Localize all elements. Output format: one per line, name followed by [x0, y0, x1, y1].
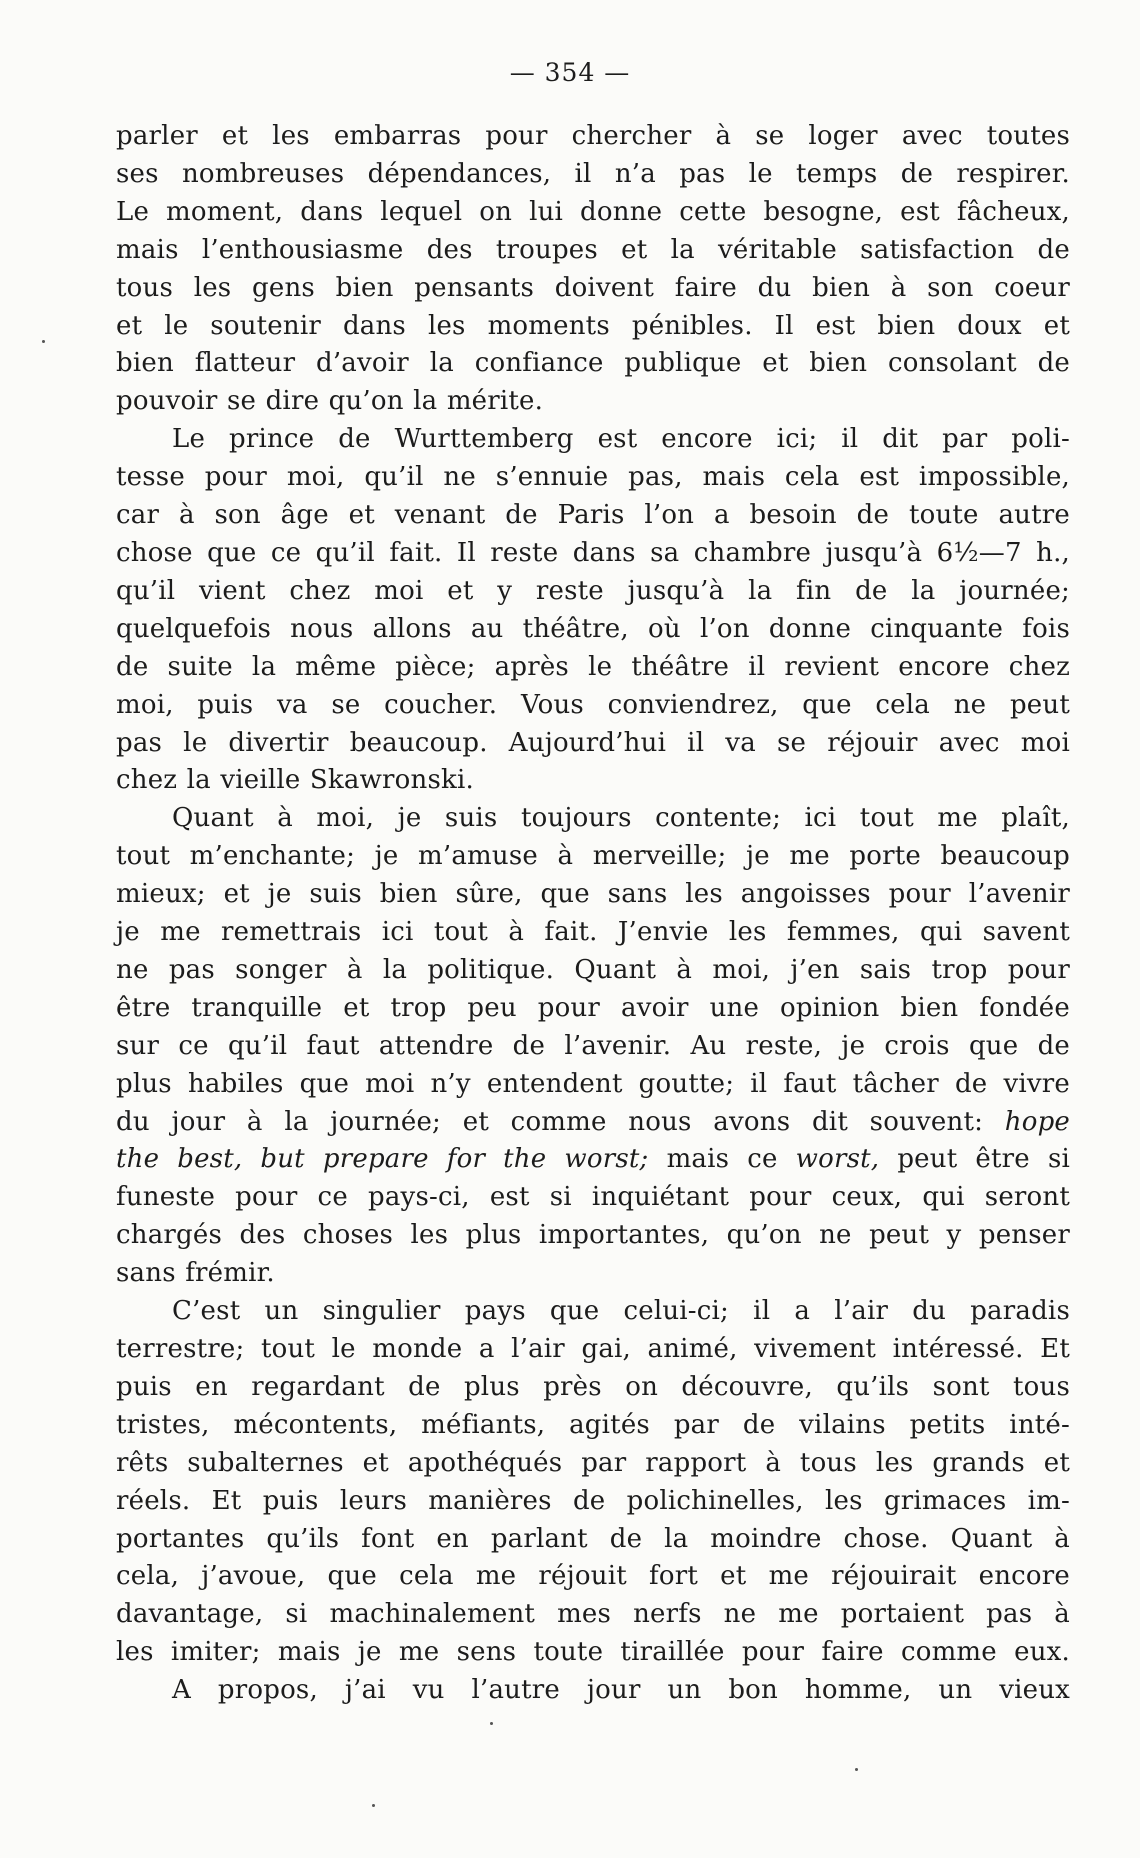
text-line: ne pas songer à la politique. Quant à moi, j’en sais trop pour — [116, 954, 1070, 985]
text-line: et le soutenir dans les moments pénibles. Il est bien doux et — [116, 310, 1070, 341]
text-line: pouvoir se dire qu’on la mérite. — [116, 386, 544, 417]
paragraph-4 — [116, 1293, 1070, 1672]
text-segment: peut être si — [897, 1144, 1071, 1175]
paragraph-5 — [116, 1672, 1070, 1710]
text-line: qu’il vient chez moi et y reste jusqu’à la fin de la journée; — [116, 575, 1070, 606]
text-line: tristes, mécontents, méfiants, agités par de vilains petits inté- — [116, 1409, 1070, 1440]
text-line: Le prince de Wurttemberg est encore ici; il dit par poli- — [172, 424, 1070, 455]
text-line: de suite la même pièce; après le théâtre il revient encore chez — [116, 651, 1070, 682]
text-line: portantes qu’ils font en parlant de la moindre chose. Quant à — [116, 1523, 1070, 1554]
print-speck — [490, 1722, 493, 1725]
page-number: — 354 — — [509, 58, 631, 87]
italic-phrase: worst, — [795, 1144, 880, 1175]
text-line: pas le divertir beaucoup. Aujourd’hui il va se réjouir avec moi — [116, 727, 1070, 758]
text-line: Le moment, dans lequel on lui donne cette besogne, est fâcheux, — [116, 196, 1070, 227]
text-line: les imiter; mais je me sens toute tiraillée pour faire comme eux. — [116, 1637, 1070, 1668]
text-line — [116, 1141, 1070, 1179]
text-line: sans frémir. — [116, 1258, 275, 1289]
print-speck — [855, 1768, 858, 1771]
text-line: mieux; et je suis bien sûre, que sans les angoisses pour l’avenir — [116, 879, 1070, 910]
italic-phrase: the best, but prepare for the worst; — [116, 1144, 649, 1175]
text-line: car à son âge et venant de Paris l’on a besoin de toute autre — [116, 500, 1070, 531]
print-speck — [42, 340, 45, 343]
text-line: cela, j’avoue, que cela me réjouit fort et me réjouirait encore — [116, 1561, 1070, 1592]
text-line: je me remettrais ici tout à fait. J’envie les femmes, qui savent — [116, 917, 1070, 948]
body-text — [116, 118, 1070, 1710]
text-line: ses nombreuses dépendances, il n’a pas le temps de respirer. — [116, 158, 1070, 189]
text-line: parler et les embarras pour chercher à se loger avec toutes — [116, 121, 1070, 151]
text-line: bien flatteur d’avoir la confiance publique et bien consolant de — [116, 348, 1070, 379]
text-line: chose que ce qu’il fait. Il reste dans sa chambre jusqu’à 6½—7 h., — [116, 537, 1070, 568]
text-line: moi, puis va se coucher. Vous conviendrez, que cela ne peut — [116, 689, 1070, 720]
text-line: puis en regardant de plus près on découvre, qu’ils sont tous — [116, 1371, 1070, 1402]
text-segment: mais ce — [666, 1144, 778, 1175]
paragraph-1 — [116, 118, 1070, 421]
text-line: davantage, si machinalement mes nerfs ne me portaient pas à — [116, 1599, 1070, 1630]
text-line: tout m’enchante; je m’amuse à merveille; je me porte beaucoup — [116, 841, 1070, 872]
text-line: réels. Et puis leurs manières de polichinelles, les grimaces im- — [116, 1485, 1070, 1516]
text-line: quelquefois nous allons au théâtre, où l’on donne cinquante fois — [116, 613, 1070, 644]
italic-phrase: hope — [1004, 1106, 1070, 1137]
paragraph-3 — [116, 800, 1070, 1293]
text-line: chargés des choses les plus importantes, qu’on ne peut y penser — [116, 1220, 1070, 1251]
text-line: terrestre; tout le monde a l’air gai, animé, vivement intéressé. Et — [116, 1334, 1070, 1364]
text-line: sur ce qu’il faut attendre de l’avenir. Au reste, je crois que de — [116, 1030, 1070, 1061]
text-line: rêts subalternes et apothéqués par rapport à tous les grands et — [116, 1447, 1070, 1478]
text-line: funeste pour ce pays-ci, est si inquiétant pour ceux, qui seront — [116, 1182, 1070, 1213]
text-line: plus habiles que moi n’y entendent goutte; il faut tâcher de vivre — [116, 1068, 1070, 1099]
text-line: A propos, j’ai vu l’autre jour un bon homme, un vieux — [172, 1675, 1070, 1706]
text-line — [116, 1104, 1070, 1142]
text-line: tesse pour moi, qu’il ne s’ennuie pas, mais cela est impossible, — [116, 462, 1070, 493]
paragraph-2 — [116, 421, 1070, 800]
print-speck — [372, 1804, 375, 1807]
text-line: mais l’enthousiasme des troupes et la véritable satisfaction de — [116, 234, 1070, 265]
text-segment: du jour à la journée; et comme nous avons dit souvent: — [116, 1106, 984, 1137]
text-line: tous les gens bien pensants doivent faire du bien à son coeur — [116, 272, 1070, 303]
text-line: être tranquille et trop peu pour avoir une opinion bien fondée — [116, 992, 1070, 1023]
text-line: Quant à moi, je suis toujours contente; ici tout me plaît, — [172, 803, 1070, 834]
text-line: C’est un singulier pays que celui-ci; il a l’air du paradis — [172, 1296, 1070, 1327]
text-line: chez la vieille Skawronski. — [116, 765, 474, 796]
